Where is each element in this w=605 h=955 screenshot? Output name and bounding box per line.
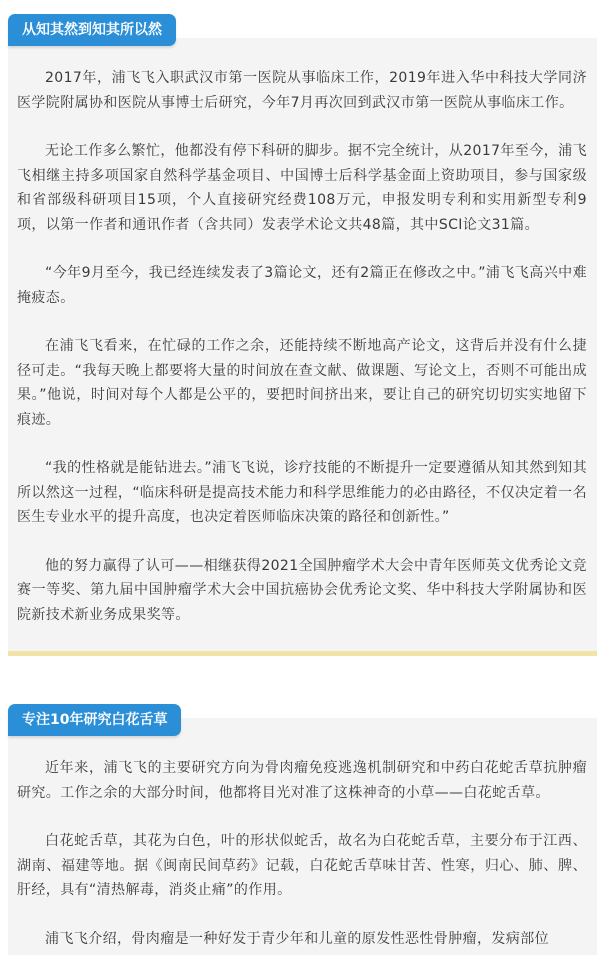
paragraph: 他的努力赢得了认可——相继获得2021全国肿瘤学术大会中青年医师英文优秀论文竞赛一等奖、第九届中国肿瘤学术大会中国抗癌协会优秀论文奖、华中科技大学附属协和医院新技术新业务成果奖等。: [17, 557, 587, 623]
paragraph: 在浦飞飞看来，在忙碌的工作之余，还能持续不断地高产论文，这背后并没有什么捷径可走。“我每天晚上都要将大量的时间放在查文献、做课题、写论文上，否则不可能出成果。”他说，时间对每个人都是公平的，要把时间挤出来，要让自己的研究切切实实地留下痕迹。: [17, 338, 587, 428]
section-heading: 从知其然到知其所以然: [8, 14, 176, 46]
section-from-knowing-what-to-knowing-why: [8, 38, 597, 656]
section-hedyotis-research: [8, 718, 597, 955]
paragraph: “今年9月至今，我已经连续发表了3篇论文，还有2篇正在修改之中。”浦飞飞高兴中难掩疲态。: [17, 265, 587, 306]
paragraph: 2017年，浦飞飞入职武汉市第一医院从事临床工作，2019年进入华中科技大学同济医学院附属协和医院从事博士后研究，今年7月再次回到武汉市第一医院从事临床工作。: [17, 70, 587, 111]
section-body: [17, 66, 587, 651]
section-body: [17, 756, 587, 955]
section-divider: [8, 651, 597, 656]
section-heading: 专注10年研究白花舌草: [8, 704, 181, 736]
paragraph: 浦飞飞介绍，骨肉瘤是一种好发于青少年和儿童的原发性恶性骨肿瘤，发病部位: [45, 930, 549, 947]
paragraph: “我的性格就是能钻进去。”浦飞飞说，诊疗技能的不断提升一定要遵循从知其然到知其所以然这一过程，“临床科研是提高技术能力和科学思维能力的必由路径，不仅决定着一名医生专业水平的提升高度，也决定着医师临床决策的路径和创新性。”: [17, 460, 587, 525]
paragraph: 白花蛇舌草，其花为白色，叶的形状似蛇舌，故名为白花蛇舌草，主要分布于江西、湖南、福建等地。据《闽南民间草药》记载，白花蛇舌草味甘苦、性寒，归心、肺、脾、肝经，具有“清热解毒，消炎止痛”的作用。: [17, 833, 587, 898]
paragraph: 无论工作多么繁忙，他都没有停下科研的脚步。据不完全统计，从2017年至今，浦飞飞相继主持多项国家自然科学基金项目、中国博士后科学基金面上资助项目，参与国家级和省部级科研项目15项，个人直接研究经费108万元，申报发明专利和实用新型专利9项，以第一作者和通讯作者（含共同）发表学术论文共48篇，其中SCI论文31篇。: [17, 143, 587, 233]
paragraph: 近年来，浦飞飞的主要研究方向为骨肉瘤免疫逃逸机制研究和中药白花蛇舌草抗肿瘤研究。工作之余的大部分时间，他都将目光对准了这株神奇的小草——白花蛇舌草。: [17, 760, 587, 801]
